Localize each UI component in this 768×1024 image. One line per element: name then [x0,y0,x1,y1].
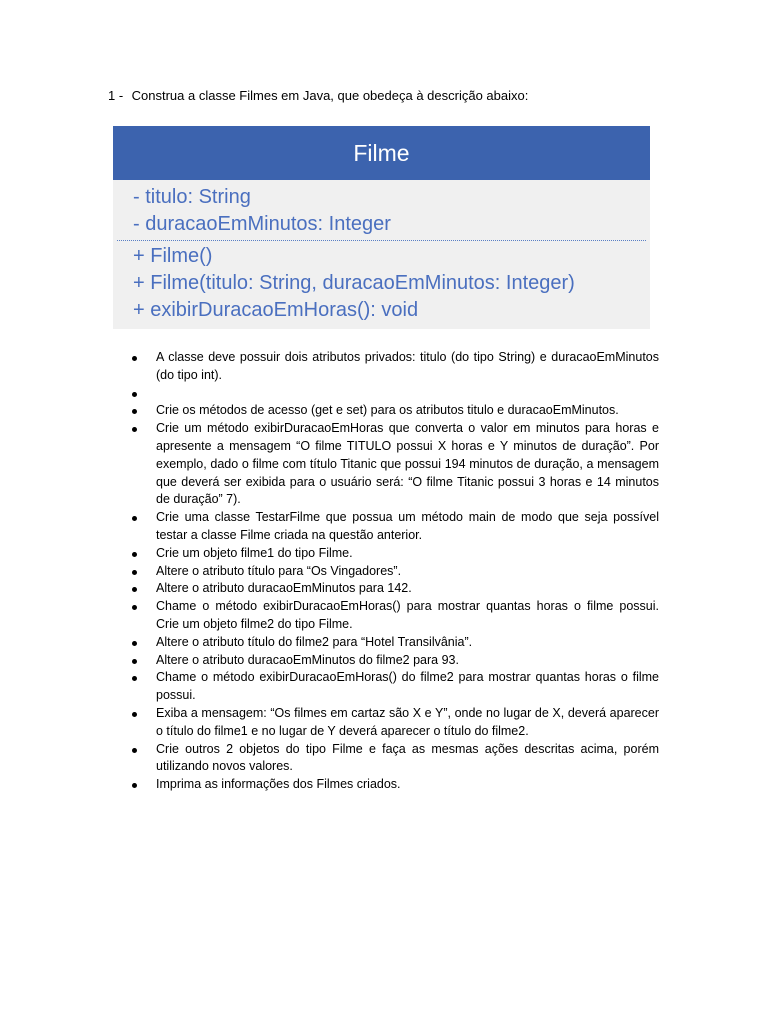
list-item-text: Exiba a mensagem: “Os filmes em cartaz são X e Y”, onde no lugar de X, deverá aparecer o título do filme1 e no lugar de Y deverá aparecer o título do filme2. [156,705,659,738]
list-item [128,563,659,581]
list-item [128,545,659,563]
bullet-icon [132,641,137,646]
uml-method: + Filme() [133,245,213,267]
list-item-text: Crie um objeto filme1 do tipo Filme. [156,545,353,560]
bullet-icon [132,409,137,414]
list-item-text: Chame o método exibirDuracaoEmHoras() do filme2 para mostrar quantas horas o filme possui. [156,670,659,703]
list-item-text: Crie uma classe TestarFilme que possua um método main de modo que seja possível testar a classe Filme criada na questão anterior. [156,510,659,542]
list-item [128,652,659,670]
list-item-text: Crie outros 2 objetos do tipo Filme e faça as mesmas ações descritas acima, porém utilizando novos valores. [156,741,659,774]
list-item [128,349,659,385]
bullet-icon [132,587,137,592]
list-item [128,776,659,794]
list-item-text: Crie os métodos de acesso (get e set) para os atributos titulo e duracaoEmMinutos. [156,403,619,418]
bullet-icon [132,356,137,361]
list-item [128,580,659,598]
requirements-list [128,349,659,794]
uml-method: + Filme(titulo: String, duracaoEmMinutos: Integer) [133,272,575,294]
list-item [128,598,659,634]
bullet-icon [132,427,137,432]
list-item [128,385,659,403]
list-item [128,509,659,545]
uml-attributes [117,180,646,241]
bullet-icon [132,783,137,788]
list-item [128,705,659,741]
list-item-text: Altere o atributo título do filme2 para “Hotel Transilvânia”. [156,634,473,649]
list-item-text: Crie um método exibirDuracaoEmHoras que converta o valor em minutos para horas e apresente a mensagem “O filme TITULO possui X horas e Y minutos de duração”. Por exemplo, dado o filme com título Titanic que possui 194 minutos de duração, a mensagem que deverá ser exibida para o usuário será: “O filme Titanic possui 3 horas e 14 minutos de duração” 7). [156,421,659,507]
bullet-icon [132,712,137,717]
uml-attribute: - titulo: String [133,186,251,208]
uml-method: + exibirDuracaoEmHoras(): void [133,299,419,321]
list-item [128,420,659,509]
question-text: Construa a classe Filmes em Java, que obedeça à descrição abaixo: [131,88,529,103]
uml-class-name: Filme [113,126,650,180]
bullet-icon [132,659,137,664]
question-number: 1 - [108,88,124,103]
list-item-text: Imprima as informações dos Filmes criados. [156,777,401,792]
list-item-text: Altere o atributo título para “Os Vingadores”. [156,563,402,578]
uml-attribute: - duracaoEmMinutos: Integer [133,213,391,235]
uml-methods [117,241,646,324]
question-heading [108,87,668,105]
list-item-text: Altere o atributo duracaoEmMinutos do filme2 para 93. [156,652,459,667]
bullet-icon [132,516,137,521]
list-item [128,669,659,705]
bullet-icon [132,605,137,610]
list-item [128,402,659,420]
list-item-text: A classe deve possuir dois atributos privados: titulo (do tipo String) e duracaoEmMinutos (do tipo int). [156,350,659,382]
bullet-icon [132,676,137,681]
uml-class-diagram [113,126,650,329]
list-item [128,634,659,652]
list-item-text: Chame o método exibirDuracaoEmHoras() para mostrar quantas horas o filme possui. Crie um objeto filme2 do tipo Filme. [156,599,659,631]
bullet-icon [132,748,137,753]
list-item-text: Altere o atributo duracaoEmMinutos para 142. [156,581,412,596]
bullet-icon [132,570,137,575]
list-item [128,741,659,777]
bullet-icon [132,552,137,557]
bullet-icon [132,392,137,397]
